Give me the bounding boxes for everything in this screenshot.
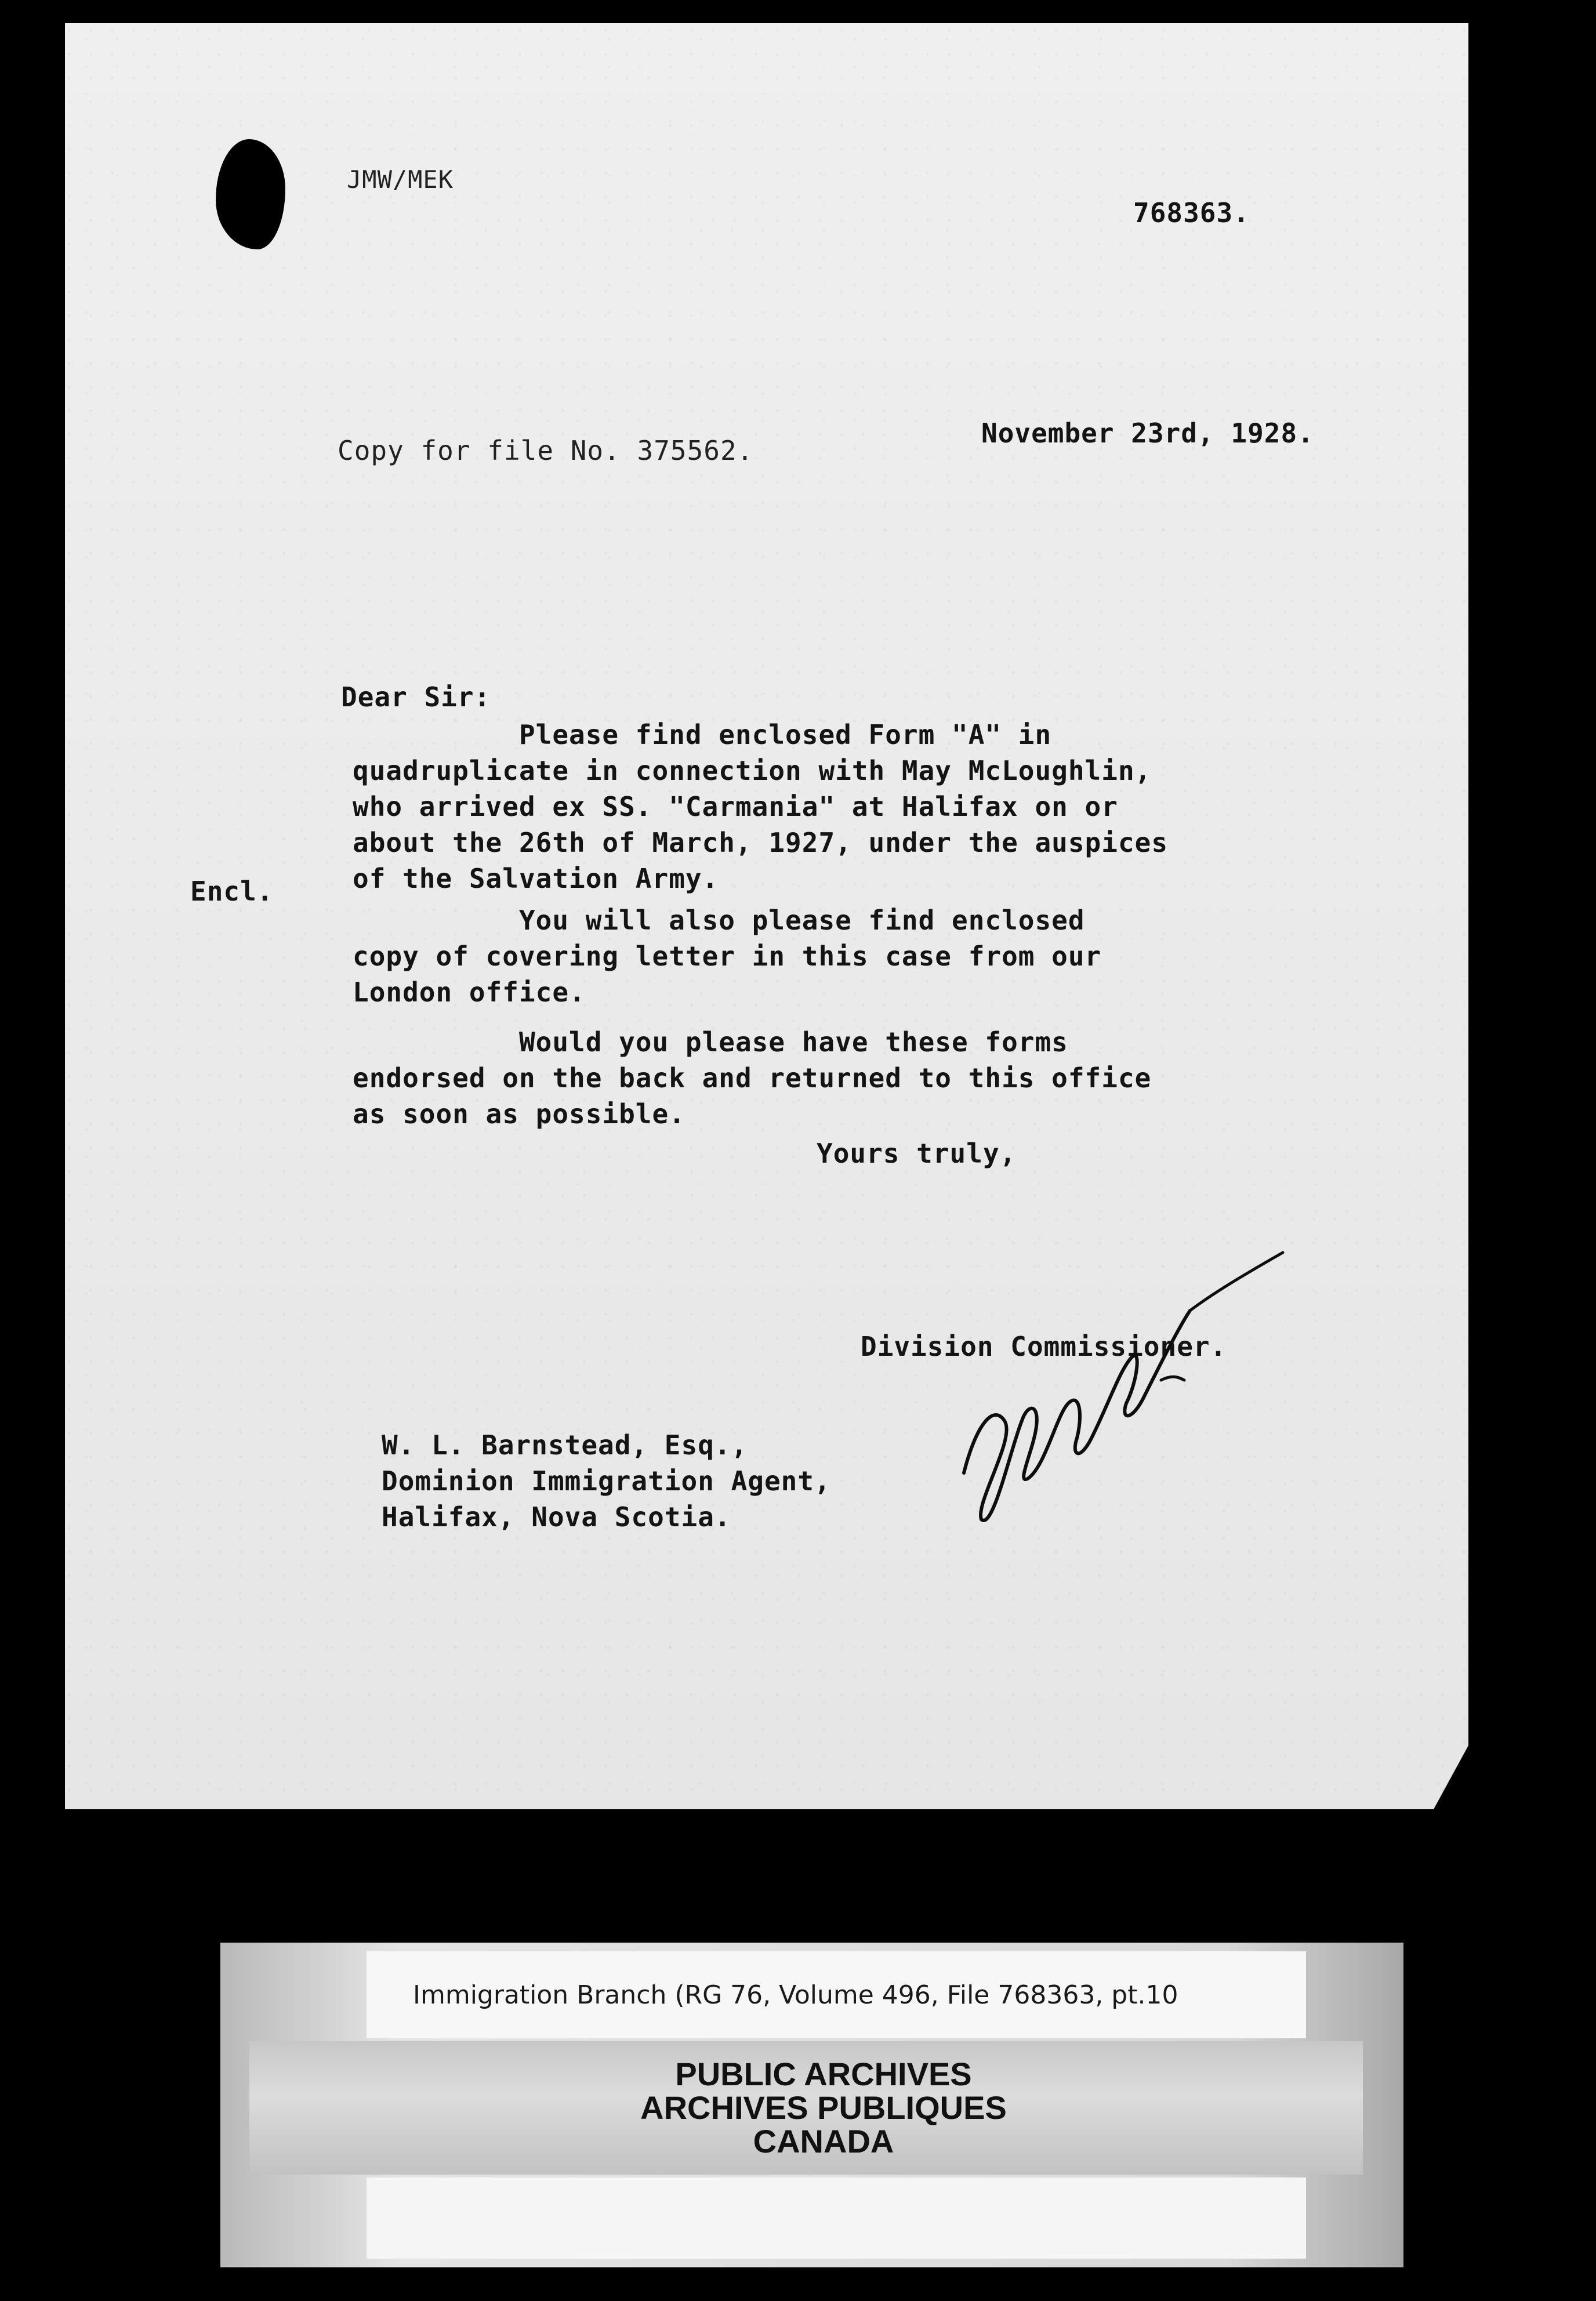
salutation: Dear Sir: xyxy=(341,681,491,713)
paragraph-2-line: London office. xyxy=(353,977,586,1008)
addressee-line: Halifax, Nova Scotia. xyxy=(382,1501,731,1533)
paragraph-2-line: You will also please find enclosed xyxy=(353,905,1085,936)
paragraph-1-line: quadruplicate in connection with May McLoughlin, xyxy=(353,755,1152,786)
paragraph-1-line: of the Salvation Army. xyxy=(353,863,719,894)
stamp-line: PUBLIC ARCHIVES xyxy=(675,2056,972,2092)
signatory-title: Division Commissioner. xyxy=(861,1331,1227,1362)
handwritten-signature xyxy=(941,1229,1347,1554)
stamp-line: ARCHIVES PUBLIQUES xyxy=(640,2089,1007,2126)
paragraph-3-line: endorsed on the back and returned to this office xyxy=(353,1062,1152,1094)
addressee-line: W. L. Barnstead, Esq., xyxy=(382,1429,748,1461)
file-number: 768363. xyxy=(1133,197,1250,228)
torn-corner xyxy=(216,139,285,249)
archive-stamp xyxy=(580,2050,1067,2166)
paragraph-2-line: copy of covering letter in this case from our xyxy=(353,941,1102,972)
closing: Yours truly, xyxy=(817,1138,1017,1169)
archive-reference-label: Immigration Branch (RG 76, Volume 496, File 768363, pt.10 xyxy=(367,1951,1306,2038)
letter-date: November 23rd, 1928. xyxy=(981,418,1314,449)
copy-for-file: Copy for file No. 375562. xyxy=(338,435,754,466)
enclosure-note: Encl. xyxy=(190,876,274,907)
paragraph-1-line: about the 26th of March, 1927, under the auspices xyxy=(353,827,1169,858)
paragraph-3-line: as soon as possible. xyxy=(353,1098,685,1130)
archive-blank-label xyxy=(367,2177,1306,2259)
paragraph-1-line: Please find enclosed Form "A" in xyxy=(353,719,1052,750)
addressee-line: Dominion Immigration Agent, xyxy=(382,1465,831,1497)
reference-initials: JMW/MEK xyxy=(347,165,454,194)
paragraph-1-line: who arrived ex SS. "Carmania" at Halifax on or xyxy=(353,791,1118,822)
letter-page xyxy=(65,23,1468,1809)
paragraph-3-line: Would you please have these forms xyxy=(353,1026,1068,1058)
stamp-line: CANADA xyxy=(753,2123,894,2160)
